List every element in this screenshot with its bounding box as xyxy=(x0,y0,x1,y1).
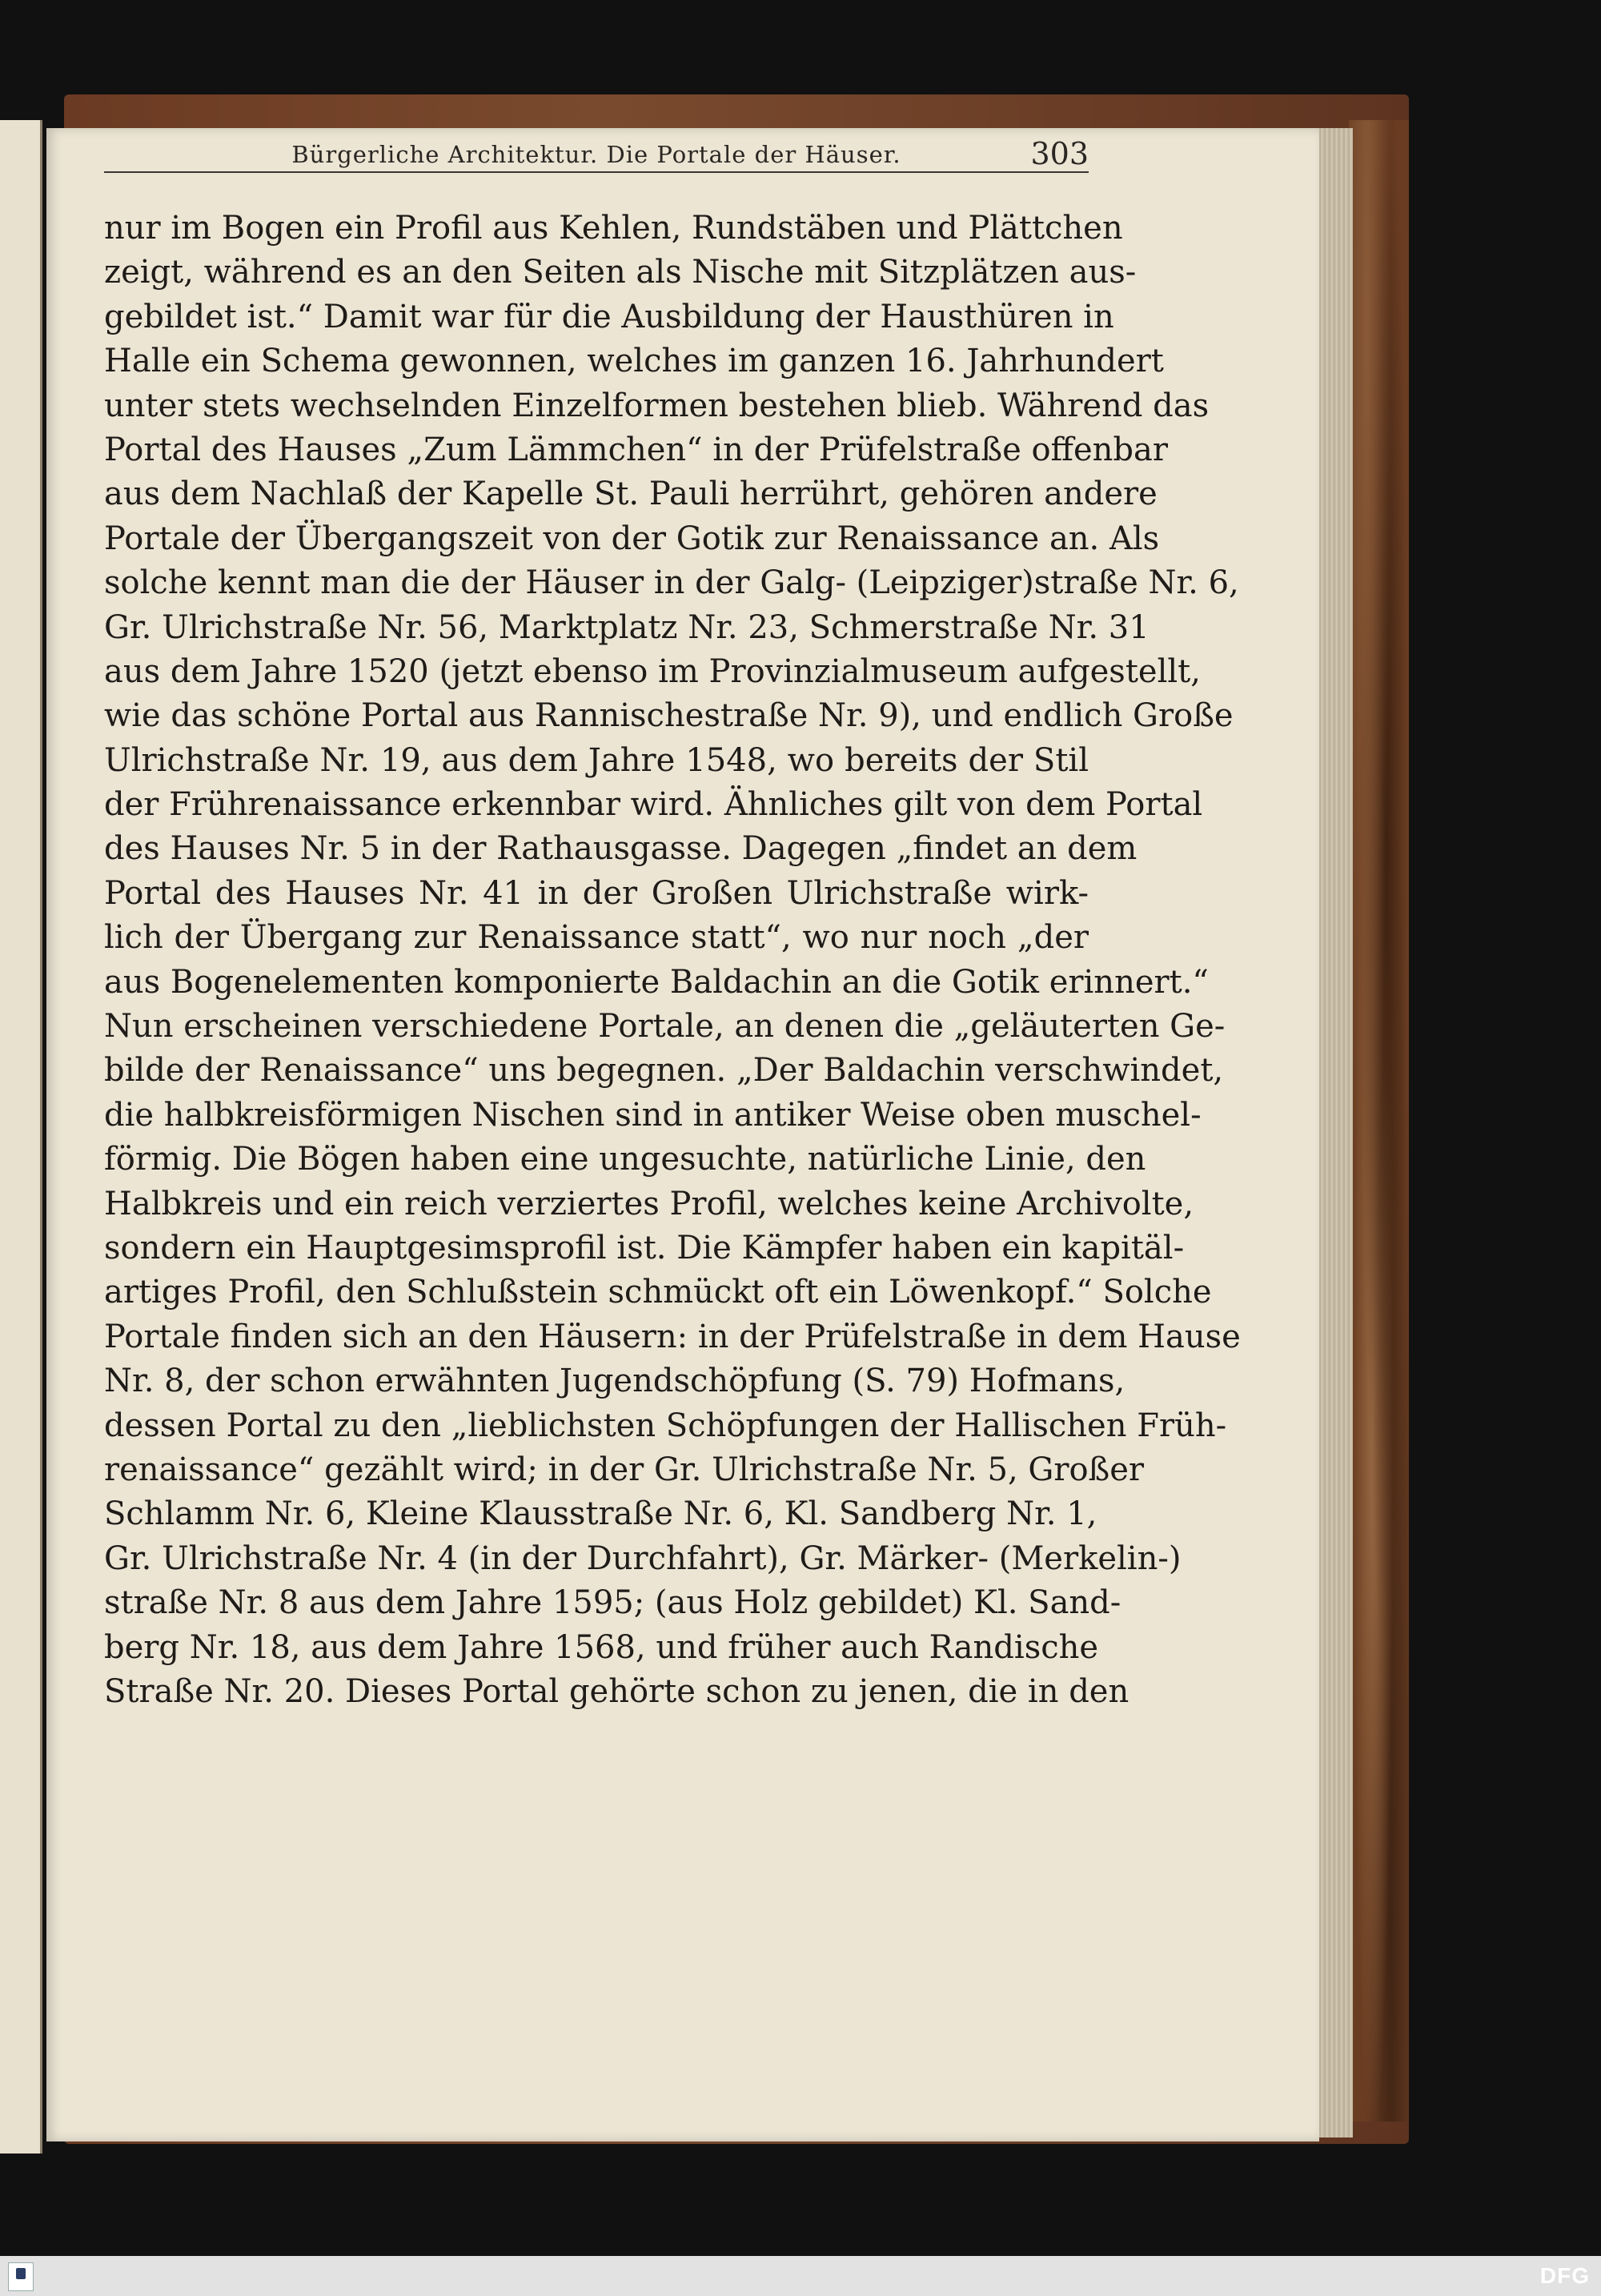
text-line: gebildet ist.“ Damit war für die Ausbildung der Hausthüren in xyxy=(104,298,1114,335)
text-line: Halle ein Schema gewonnen, welches im ganzen 16. Jahrhundert xyxy=(104,343,1164,380)
text-line: förmig. Die Bögen haben eine ungesuchte, natürliche Linie, den xyxy=(104,1141,1146,1178)
text-line: renaissance“ gezählt wird; in der Gr. Ulrichstraße Nr. 5, Großer xyxy=(104,1451,1145,1488)
page-number: 303 xyxy=(1030,136,1089,171)
text-line: Ulrichstraße Nr. 19, aus dem Jahre 1548, wo bereits der Stil xyxy=(104,741,1089,779)
text-line: straße Nr. 8 aus dem Jahre 1595; (aus Holz gebildet) Kl. Sand- xyxy=(104,1584,1122,1622)
library-logo-icon xyxy=(8,2262,34,2291)
text-line: dessen Portal zu den „lieblichsten Schöpfungen der Hallischen Früh- xyxy=(104,1407,1227,1444)
text-line: wie das schöne Portal aus Rannischestraße Nr. 9), und endlich Große xyxy=(104,697,1234,735)
text-line: artiges Profil, den Schlußstein schmückt oft ein Löwenkopf.“ Solche xyxy=(104,1274,1212,1311)
text-line: nur im Bogen ein Profil aus Kehlen, Rundstäben und Plättchen xyxy=(104,210,1123,247)
running-head xyxy=(104,136,1089,173)
text-line: Nun erscheinen verschiedene Portale, an denen die „geläuterten Ge- xyxy=(104,1008,1226,1046)
marbled-endpaper xyxy=(1349,120,1409,2121)
text-line: aus Bogenelementen komponierte Baldachin an die Gotik erinnert.“ xyxy=(104,963,1209,1001)
text-line: Nr. 8, der schon erwähnten Jugendschöpfung (S. 79) Hofmans, xyxy=(104,1363,1126,1400)
text-line: Gr. Ulrichstraße Nr. 4 (in der Durchfahrt), Gr. Märker- (Merkelin-) xyxy=(104,1539,1182,1577)
text-line: aus dem Jahre 1520 (jetzt ebenso im Provinzialmuseum aufgestellt, xyxy=(104,652,1201,690)
text-line: Portal des Hauses Nr. 41 in der Großen Ulrichstraße wirk- xyxy=(104,874,1089,912)
text-line: Halbkreis und ein reich verziertes Profil, welches keine Archivolte, xyxy=(104,1185,1194,1222)
body-text xyxy=(104,207,1241,1714)
text-line: berg Nr. 18, aus dem Jahre 1568, und früher auch Randische xyxy=(104,1628,1099,1666)
text-line: Gr. Ulrichstraße Nr. 56, Marktplatz Nr. 23, Schmerstraße Nr. 31 xyxy=(104,608,1150,646)
text-line: Portale der Übergangszeit von der Gotik zur Renaissance an. Als xyxy=(104,520,1160,557)
text-line: Straße Nr. 20. Dieses Portal gehörte schon zu jenen, die in den xyxy=(104,1672,1130,1710)
text-line: des Hauses Nr. 5 in der Rathausgasse. Dagegen „findet an dem xyxy=(104,830,1138,868)
text-line: Portale finden sich an den Häusern: in der Prüfelstraße in dem Hause xyxy=(104,1318,1241,1355)
dfg-logo: DFG xyxy=(1539,2263,1590,2288)
text-line: lich der Übergang zur Renaissance statt“, wo nur noch „der xyxy=(104,919,1089,957)
text-line: aus dem Nachlaß der Kapelle St. Pauli herrührt, gehören andere xyxy=(104,476,1158,513)
running-head-title: Bürgerliche Architektur. Die Portale der Häuser. xyxy=(291,141,901,168)
text-line: die halbkreisförmigen Nischen sind in antiker Weise oben muschel- xyxy=(104,1096,1202,1134)
text-line: Portal des Hauses „Zum Lämmchen“ in der Prüfelstraße offenbar xyxy=(104,431,1168,468)
text-line: sondern ein Hauptgesimsprofil ist. Die Kämpfer haben ein kapitäl- xyxy=(104,1229,1185,1266)
text-line: zeigt, während es an den Seiten als Nische mit Sitzplätzen aus- xyxy=(104,254,1137,291)
text-line: solche kennt man die der Häuser in der Galg- (Leipziger)straße Nr. 6, xyxy=(104,564,1239,602)
facing-page-edge xyxy=(0,120,42,2154)
viewer-footer-bar xyxy=(0,2256,1601,2296)
text-line: unter stets wechselnden Einzelformen bestehen blieb. Während das xyxy=(104,387,1210,424)
text-line: bilde der Renaissance“ uns begegnen. „Der Baldachin verschwindet, xyxy=(104,1052,1224,1090)
text-line: Schlamm Nr. 6, Kleine Klausstraße Nr. 6, Kl. Sandberg Nr. 1, xyxy=(104,1495,1097,1533)
text-line: der Frührenaissance erkennbar wird. Ähnliches gilt von dem Portal xyxy=(104,786,1203,824)
